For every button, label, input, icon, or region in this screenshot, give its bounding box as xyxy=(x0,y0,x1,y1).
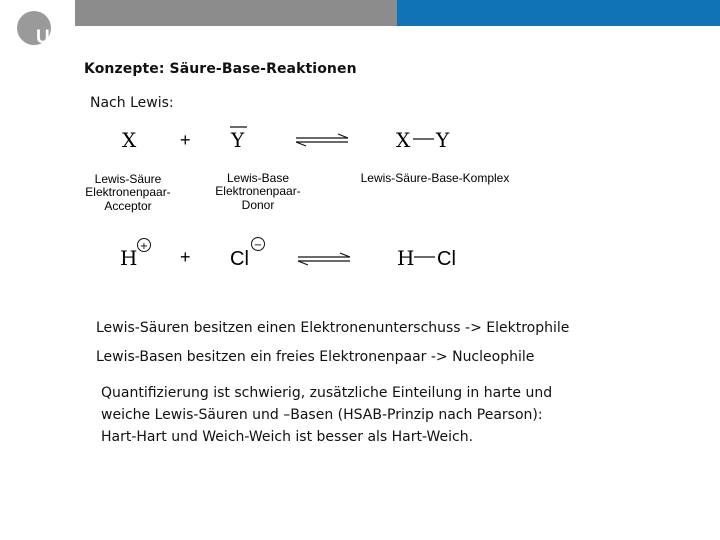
statement-lewis-bases: Lewis-Basen besitzen ein freies Elektronenpaar -> Nucleophile xyxy=(96,349,535,365)
hsab-line-1: Quantifizierung ist schwierig, zusätzliche Einteilung in harte und xyxy=(101,385,553,401)
product-x: X xyxy=(396,128,411,152)
hsab-paragraph xyxy=(101,382,552,448)
product-cl: Cl xyxy=(437,248,456,270)
label-complex: Lewis-Säure-Base-Komplex xyxy=(360,171,510,185)
product-h: H xyxy=(397,246,415,270)
reactant-y: Y xyxy=(231,128,245,152)
hsab-line-2: weiche Lewis-Säuren und –Basen (HSAB-Prinzip nach Pearson): xyxy=(101,407,543,423)
charge-plus: + xyxy=(139,241,149,252)
reactant-x: X xyxy=(122,128,137,152)
hsab-line-3: Hart-Hart und Weich-Weich ist besser als Hart-Weich. xyxy=(101,429,474,445)
slide-subtitle: Nach Lewis: xyxy=(90,95,174,111)
plus-sign-1: + xyxy=(180,130,191,150)
charge-minus: − xyxy=(253,240,263,251)
label-base-1: Lewis-Base xyxy=(226,171,290,185)
equilibrium-arrow-1-icon xyxy=(296,134,348,146)
lewis-reaction-diagram xyxy=(80,118,540,278)
label-base-3: Donor xyxy=(241,198,275,212)
label-acid-2: Elektronenpaar- xyxy=(85,185,171,199)
plus-sign-2: + xyxy=(180,247,191,267)
statement-lewis-acids: Lewis-Säuren besitzen einen Elektronenunterschuss -> Elektrophile xyxy=(96,320,570,336)
logo-text: UR xyxy=(36,27,64,48)
label-base-2: Elektronenpaar- xyxy=(215,184,301,198)
header-bar-blue xyxy=(397,0,720,26)
equilibrium-arrow-2-icon xyxy=(298,253,350,265)
university-logo xyxy=(14,6,76,50)
label-acid-1: Lewis-Säure xyxy=(94,172,162,186)
reactant-cl: Cl xyxy=(230,248,249,270)
slide-title: Konzepte: Säure-Base-Reaktionen xyxy=(84,61,357,77)
product-y: Y xyxy=(436,128,450,152)
header-bar-gray xyxy=(75,0,397,26)
reactant-h: H xyxy=(120,246,138,270)
label-acid-3: Acceptor xyxy=(104,199,152,213)
